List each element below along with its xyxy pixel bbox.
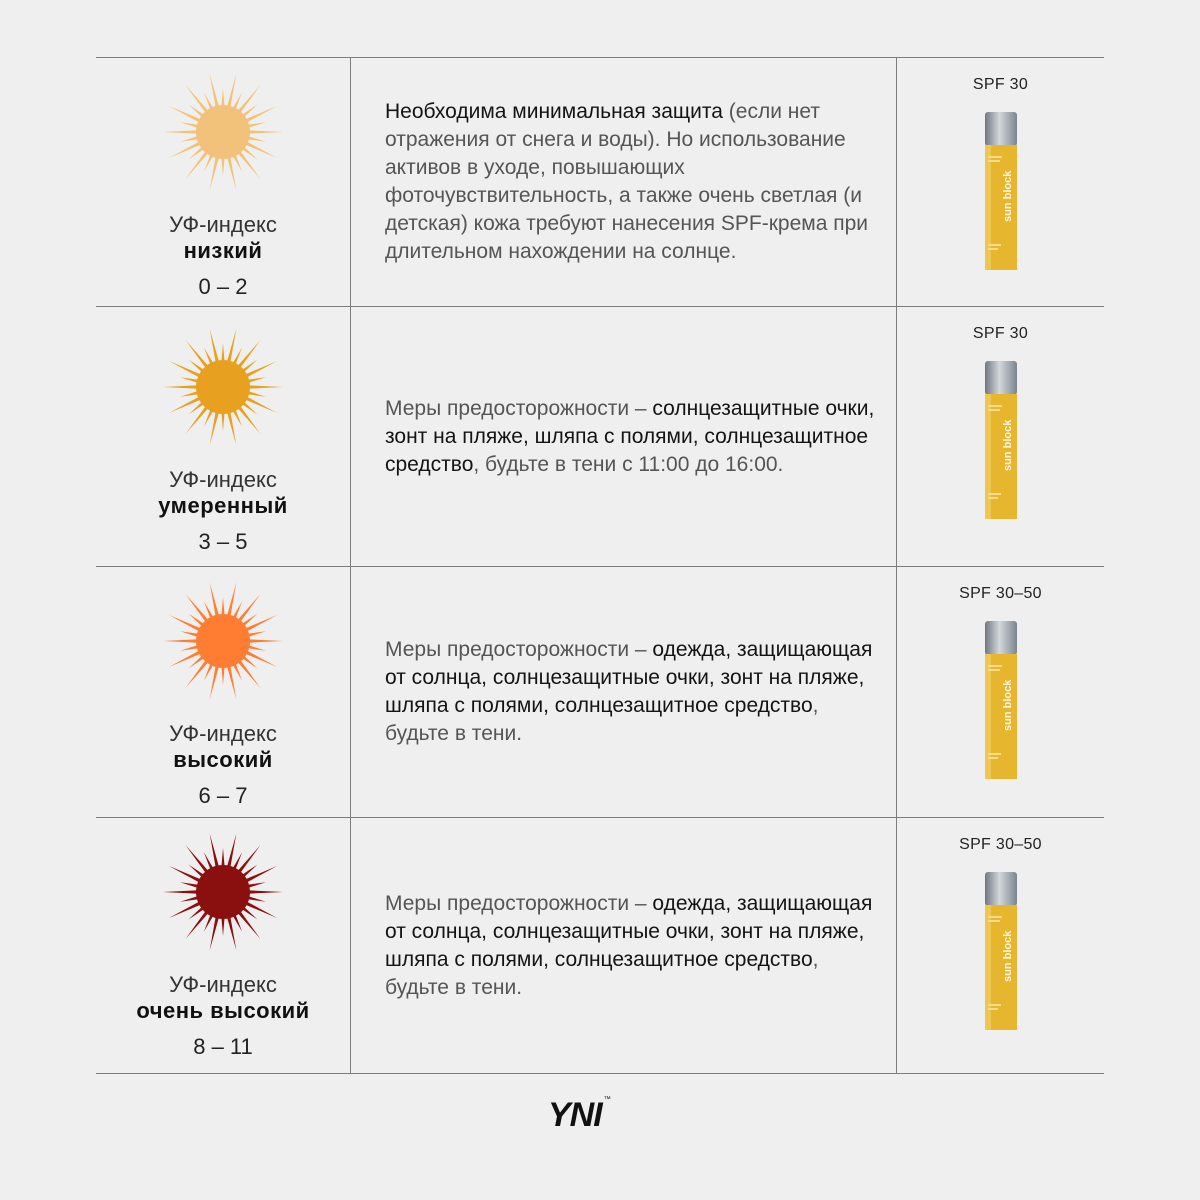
product-cell <box>897 307 1104 566</box>
uv-range: 8 – 11 <box>193 1034 253 1059</box>
body-text: (если нет отражения от снега и воды). Но использование активов в уходе, повышающих фоточувствительность, а также очень светлая (и детская) кожа требуют нанесения SPF-крема при длительном нахождении на солнце. <box>385 100 868 263</box>
emphasis-text: Необходима минимальная защита <box>385 100 723 123</box>
spf-label: SPF 30–50 <box>959 585 1042 602</box>
emphasis-text: одежда, защищающая от солнца, солнцезащитные очки, зонт на пляже, шляпа с полями, солнцезащитное средство <box>385 891 873 971</box>
brand-logo <box>548 1096 610 1135</box>
uv-row-low <box>96 58 1104 307</box>
body-text: , будьте в тени. <box>385 694 819 745</box>
uv-index-cell <box>96 307 351 566</box>
protection-description <box>351 307 897 566</box>
uv-row-moderate <box>96 307 1104 567</box>
protection-text <box>385 636 876 748</box>
uv-row-high <box>96 567 1104 818</box>
uv-index-label: УФ-индекс <box>169 721 277 746</box>
spf-label: SPF 30–50 <box>959 836 1042 853</box>
sun-icon <box>159 577 287 705</box>
uv-index-cell <box>96 818 351 1073</box>
uv-row-very-high <box>96 818 1104 1074</box>
logo-text: YNI <box>548 1096 602 1134</box>
uv-index-label: УФ-индекс <box>169 467 277 492</box>
uv-index-cell <box>96 58 351 306</box>
svg-text:sun block: sun block <box>1001 679 1014 731</box>
protection-text <box>385 98 876 266</box>
sun-icon <box>159 828 287 956</box>
protection-text <box>385 890 876 1002</box>
uv-level-label: умеренный <box>158 493 288 518</box>
uv-level-label: высокий <box>173 747 273 772</box>
protection-description <box>351 58 897 306</box>
product-cell <box>897 567 1104 817</box>
uv-range: 6 – 7 <box>198 783 248 808</box>
uv-index-label: УФ-индекс <box>169 212 277 237</box>
product-cell <box>897 58 1104 306</box>
spf-label: SPF 30 <box>972 76 1029 93</box>
body-text: Меры предосторожности – <box>385 638 653 661</box>
body-text: Меры предосторожности – <box>385 891 653 915</box>
emphasis-text: одежда, защищающая от солнца, солнцезащитные очки, зонт на пляже, шляпа с полями, солнцезащитное средство <box>385 638 873 717</box>
svg-text:sun block: sun block <box>1001 170 1014 222</box>
sun-icon <box>159 68 287 196</box>
uv-index-label: УФ-индекс <box>169 972 277 997</box>
protection-description <box>351 818 897 1073</box>
product-cell <box>897 818 1104 1073</box>
body-text: , будьте в тени с 11:00 до 16:00. <box>473 452 784 476</box>
sunscreen-bottle-icon <box>981 621 1021 781</box>
uv-range: 3 – 5 <box>198 529 248 554</box>
uv-level-label: очень высокий <box>136 998 310 1023</box>
sunscreen-bottle-icon <box>981 112 1021 272</box>
trademark-mark: ™ <box>603 1096 610 1103</box>
protection-description <box>351 567 897 817</box>
svg-text:sun block: sun block <box>1001 930 1014 982</box>
protection-text <box>385 395 876 479</box>
uv-level-label: низкий <box>183 238 263 263</box>
uv-index-cell <box>96 567 351 817</box>
sunscreen-bottle-icon <box>981 361 1021 521</box>
uv-range: 0 – 2 <box>198 274 248 299</box>
sun-icon <box>159 323 287 451</box>
spf-label: SPF 30 <box>972 325 1029 342</box>
svg-text:sun block: sun block <box>1001 419 1014 471</box>
body-text: , будьте в тени. <box>385 947 819 999</box>
sunscreen-bottle-icon <box>981 872 1021 1032</box>
emphasis-text: солнцезащитные очки, зонт на пляже, шляпа с полями, солнцезащитное средство <box>385 396 875 476</box>
uv-index-table <box>96 57 1104 1074</box>
body-text: Меры предосторожности – <box>385 396 653 420</box>
